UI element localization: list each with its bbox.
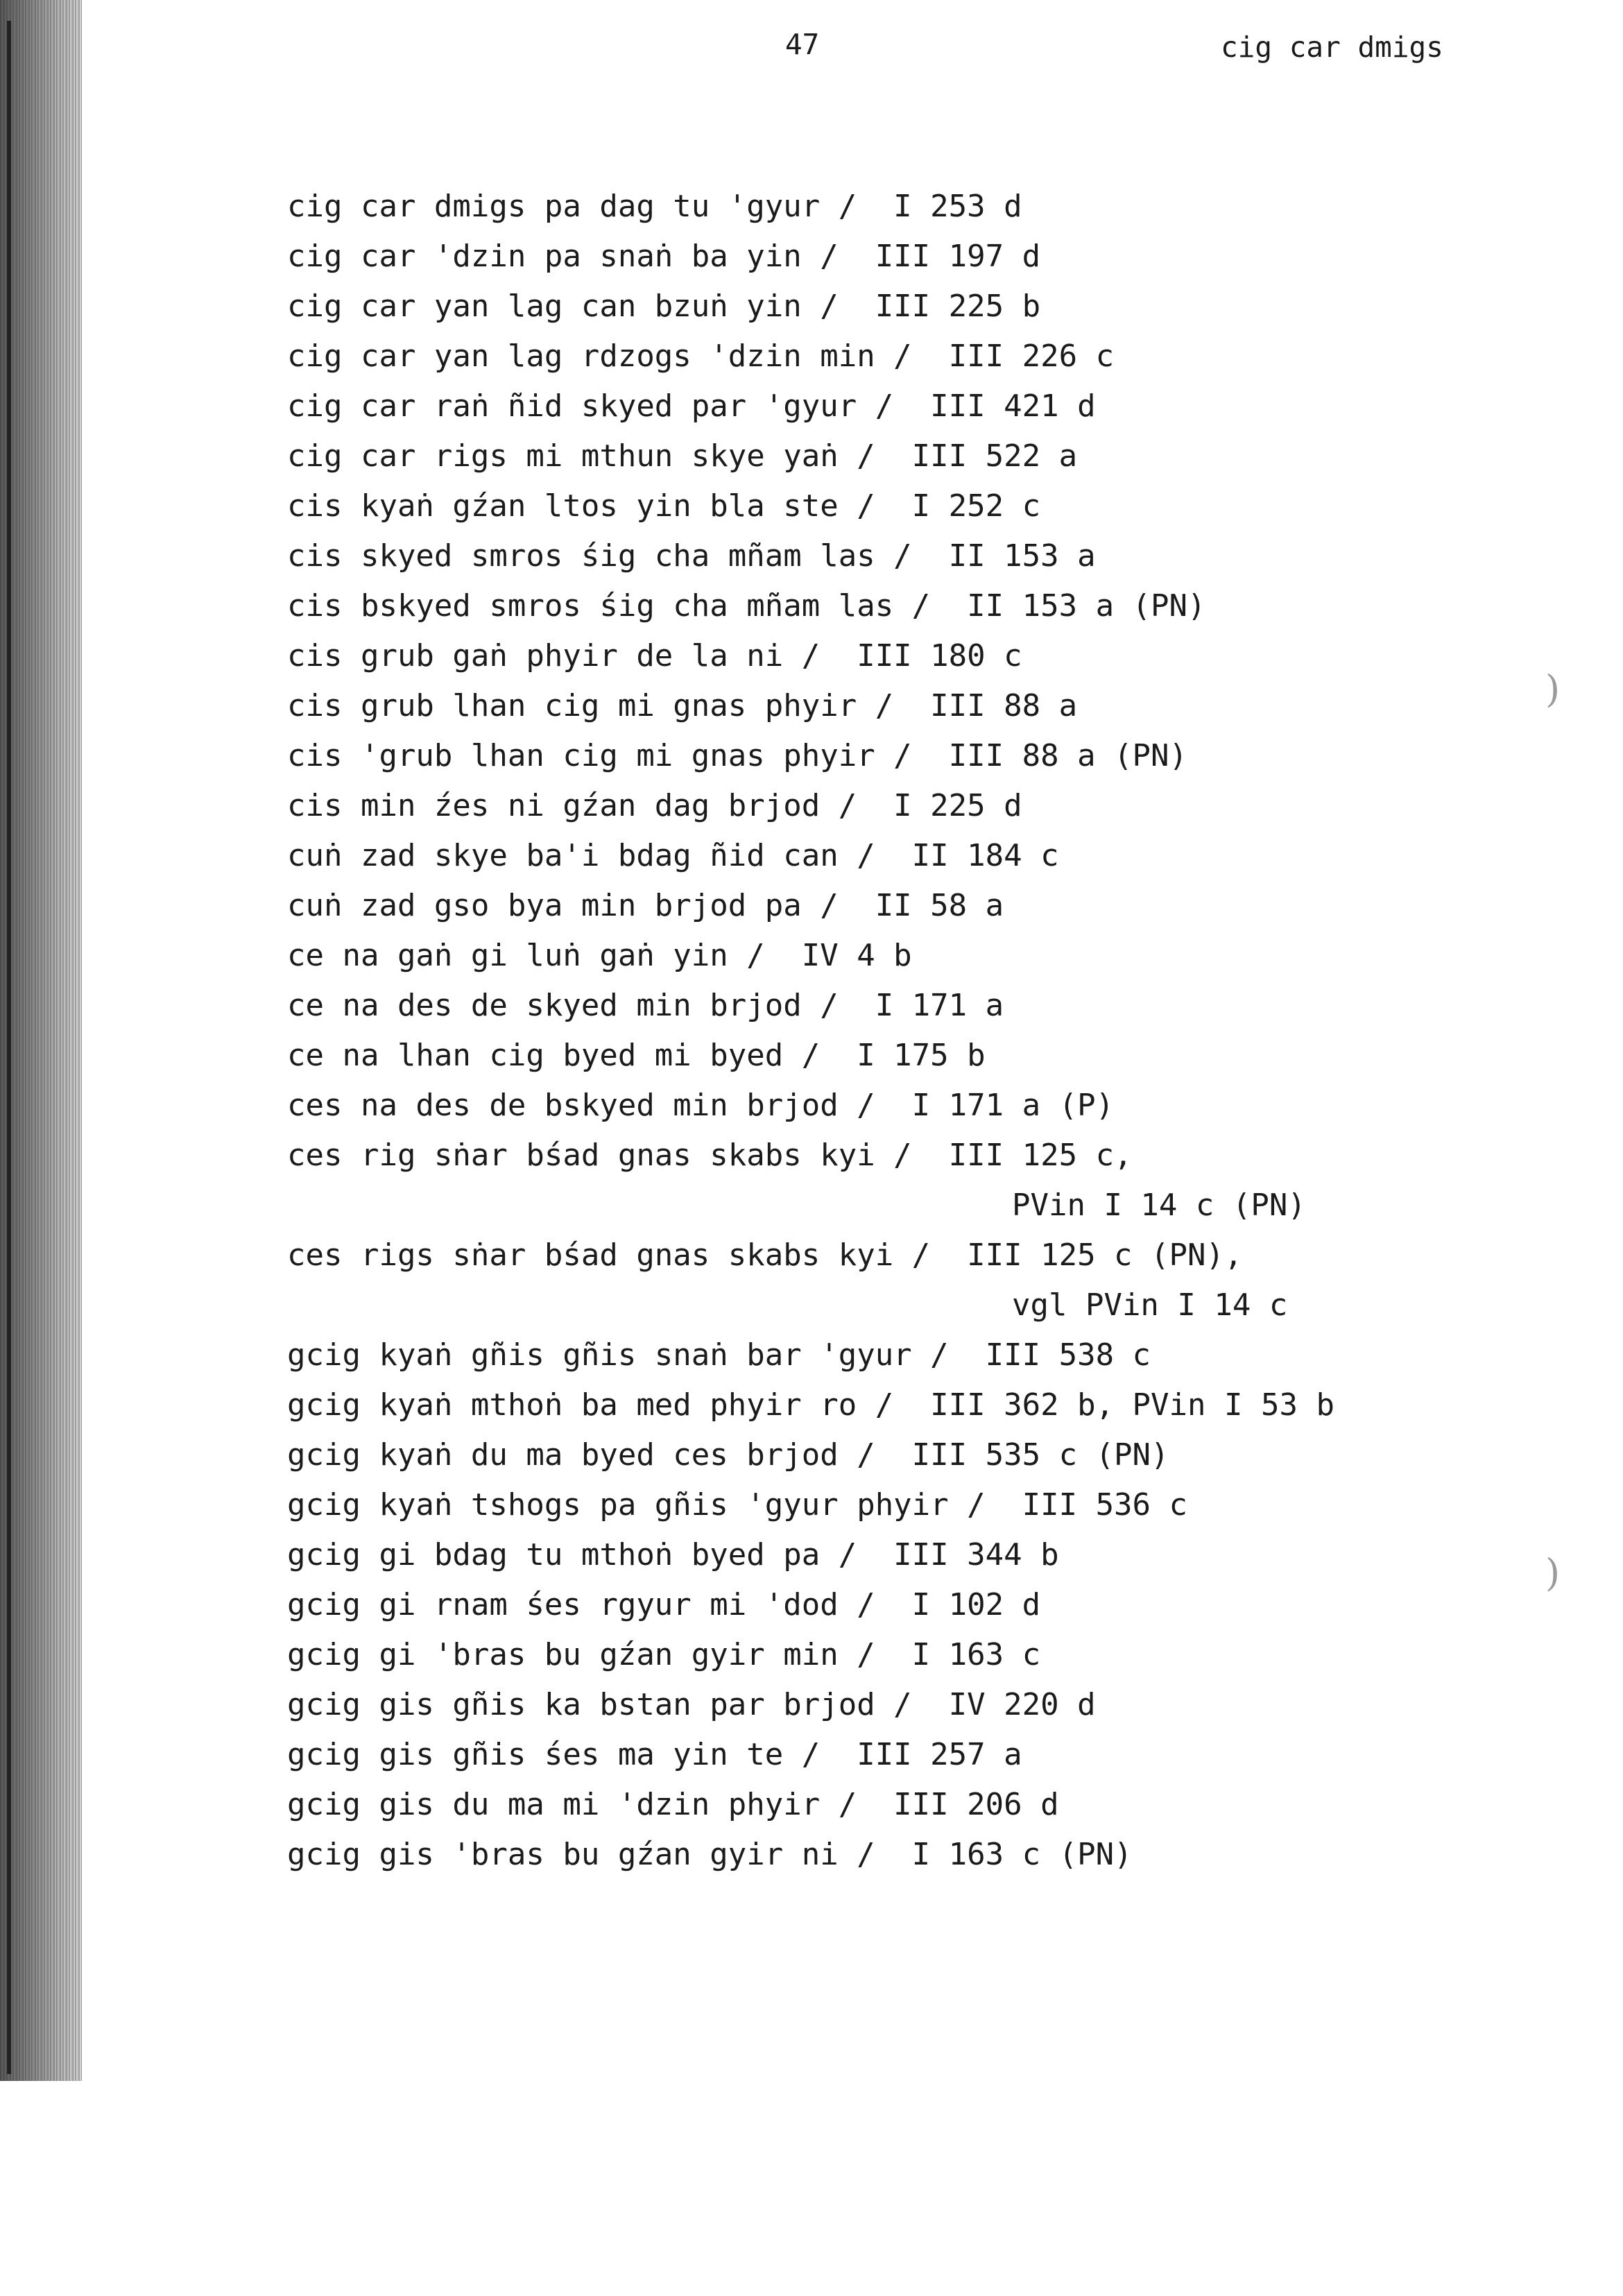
index-entry: cig car yan lag can bzuṅ yin / III 225 b	[287, 289, 1041, 324]
index-entry: ces rig sṅar bśad gnas skabs kyi / III 125 c,	[287, 1138, 1133, 1173]
margin-mark: )	[1545, 1551, 1561, 1595]
index-entry: cis bskyed smros śig cha mñam las / II 153 a (PN)	[287, 588, 1206, 624]
index-entry: gcig gi bdag tu mthoṅ byed pa / III 344 b	[287, 1537, 1059, 1573]
index-entry-continuation: PVin I 14 c (PN)	[1012, 1188, 1306, 1223]
index-entry: cis kyaṅ gźan ltos yin bla ste / I 252 c	[287, 488, 1041, 524]
binding-edge-shadow	[0, 0, 82, 2081]
index-entry: gcig kyaṅ du ma byed ces brjod / III 535 c (PN)	[287, 1437, 1169, 1473]
index-entry: cuṅ zad skye ba'i bdag ñid can / II 184 c	[287, 838, 1059, 873]
index-entry: ces na des de bskyed min brjod / I 171 a (P)	[287, 1088, 1115, 1123]
index-entry: gcig gi 'bras bu gźan gyir min / I 163 c	[287, 1637, 1041, 1672]
margin-mark: )	[1545, 667, 1561, 711]
index-entry: cis grub gaṅ phyir de la ni / III 180 c	[287, 638, 1022, 674]
index-entry: gcig kyaṅ gñis gñis snaṅ bar 'gyur / III 538 c	[287, 1337, 1151, 1373]
index-entry: ce na lhan cig byed mi byed / I 175 b	[287, 1038, 986, 1073]
running-head: cig car dmigs	[1221, 31, 1443, 64]
index-entry: cuṅ zad gso bya min brjod pa / II 58 a	[287, 888, 1004, 923]
index-entry: cis 'grub lhan cig mi gnas phyir / III 88 a (PN)	[287, 738, 1188, 773]
index-entry: gcig kyaṅ mthoṅ ba med phyir ro / III 362 b, PVin I 53 b	[287, 1387, 1334, 1423]
index-entry: gcig kyaṅ tshogs pa gñis 'gyur phyir / III 536 c	[287, 1487, 1188, 1523]
index-entry: cis skyed smros śig cha mñam las / II 153 a	[287, 538, 1096, 574]
index-entry: cig car dmigs pa dag tu 'gyur / I 253 d	[287, 189, 1022, 224]
index-entry: cig car rigs mi mthun skye yaṅ / III 522 a	[287, 438, 1078, 474]
index-entry-continuation: vgl PVin I 14 c	[1012, 1287, 1288, 1323]
index-entry: gcig gi rnam śes rgyur mi 'dod / I 102 d	[287, 1587, 1041, 1622]
index-entry: cig car 'dzin pa snaṅ ba yin / III 197 d	[287, 239, 1041, 274]
page-number: 47	[785, 28, 820, 61]
verse-index-list	[287, 182, 1334, 1880]
index-entry: gcig gis du ma mi 'dzin phyir / III 206 d	[287, 1787, 1059, 1822]
index-entry: cis min źes ni gźan dag brjod / I 225 d	[287, 788, 1022, 823]
index-entry: gcig gis 'bras bu gźan gyir ni / I 163 c (PN)	[287, 1837, 1133, 1872]
index-entry: gcig gis gñis ka bstan par brjod / IV 220 d	[287, 1687, 1096, 1722]
index-entry: cis grub lhan cig mi gnas phyir / III 88 a	[287, 688, 1078, 723]
index-entry: cig car yan lag rdzogs 'dzin min / III 226 c	[287, 339, 1115, 374]
index-entry: ces rigs sṅar bśad gnas skabs kyi / III 125 c (PN),	[287, 1237, 1243, 1273]
binding-edge-line	[7, 21, 11, 2074]
index-entry: gcig gis gñis śes ma yin te / III 257 a	[287, 1737, 1022, 1772]
index-entry: ce na gaṅ gi luṅ gaṅ yin / IV 4 b	[287, 938, 912, 973]
index-entry: ce na des de skyed min brjod / I 171 a	[287, 988, 1004, 1023]
index-entry: cig car raṅ ñid skyed par 'gyur / III 421 d	[287, 388, 1096, 424]
